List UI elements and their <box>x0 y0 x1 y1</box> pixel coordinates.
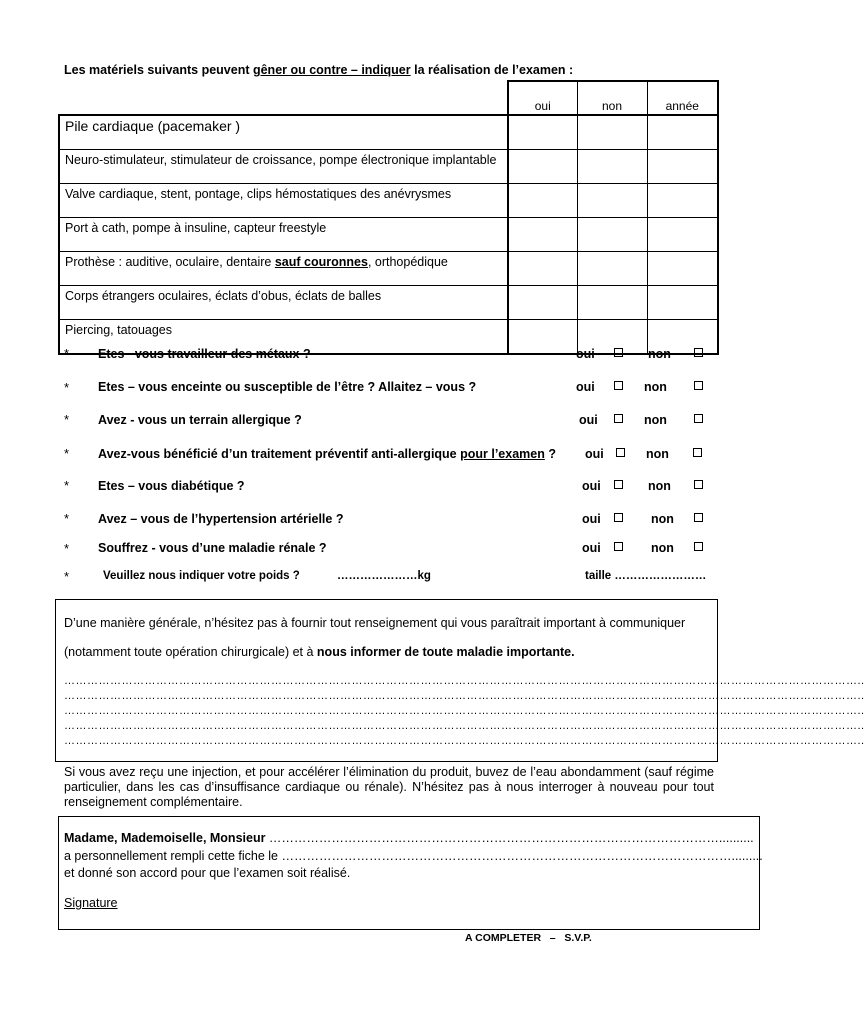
row-label-corps-etrangers: Corps étrangers oculaires, éclats d’obus, éclats de balles <box>59 286 508 320</box>
table-row <box>59 184 718 218</box>
checkbox-oui[interactable] <box>614 513 623 522</box>
cell-oui[interactable] <box>508 150 577 184</box>
row-label-port-a-cath: Port à cath, pompe à insuline, capteur freestyle <box>59 218 508 252</box>
row-label-valve: Valve cardiaque, stent, pontage, clips hémostatiques des anévrysmes <box>59 184 508 218</box>
cell-oui[interactable] <box>508 286 577 320</box>
checkbox-oui[interactable] <box>614 480 623 489</box>
question-anti-allergique-prefix: Avez-vous bénéficié d’un traitement préventif anti-allergique <box>98 447 461 461</box>
cell-oui[interactable] <box>508 252 577 286</box>
bullet-star: * <box>64 412 70 427</box>
filled-label: a personnellement rempli cette fiche le <box>64 849 282 863</box>
bullet-star: * <box>64 541 70 556</box>
bullet-star: * <box>64 569 70 584</box>
label-non: non <box>648 347 671 361</box>
cell-oui[interactable] <box>508 320 577 355</box>
general-info-text: D’une manière générale, n’hésitez pas à fournir tout renseignement qui vous paraîtrait important à communiquer <box>64 616 686 630</box>
cell-annee[interactable] <box>647 115 718 150</box>
general-info-line2-prefix: (notamment toute opération chirurgicale) et à <box>64 645 317 659</box>
cell-non[interactable] <box>577 286 647 320</box>
dotted-answer-line[interactable]: ……………………………………………………………………………………………………………………………………………………………………………………….. <box>64 735 865 747</box>
date-input[interactable]: ………………………………………………………………………………………………......... <box>281 849 763 863</box>
intro-underlined: gêner ou contre – indiquer <box>252 63 411 77</box>
cell-non[interactable] <box>577 252 647 286</box>
label-oui: oui <box>582 479 601 493</box>
cell-annee[interactable] <box>647 184 718 218</box>
general-info-line2-bold: nous informer de toute maladie importante. <box>316 645 575 659</box>
height-input[interactable]: taille …………………… <box>585 570 707 582</box>
cell-annee[interactable] <box>647 150 718 184</box>
bullet-star: * <box>64 380 70 395</box>
bullet-star: * <box>64 446 70 461</box>
label-oui: oui <box>585 447 604 461</box>
checkbox-non[interactable] <box>694 414 703 423</box>
question-enceinte: Etes – vous enceinte ou susceptible de l’être ? Allaitez – vous ? <box>98 380 477 394</box>
label-non: non <box>651 512 674 526</box>
header-annee: année <box>647 81 718 115</box>
checkbox-non[interactable] <box>694 480 703 489</box>
label-oui: oui <box>576 380 595 394</box>
checkbox-non[interactable] <box>694 348 703 357</box>
cell-annee[interactable] <box>647 252 718 286</box>
table-row <box>59 150 718 184</box>
table-row <box>59 218 718 252</box>
label-non: non <box>644 380 667 394</box>
signature-label: Signature <box>64 896 118 910</box>
bullet-star: * <box>64 511 70 526</box>
table-header-blank <box>59 81 508 115</box>
cell-non[interactable] <box>577 150 647 184</box>
prothese-underlined: sauf couronnes <box>274 255 368 269</box>
cell-non[interactable] <box>577 184 647 218</box>
label-oui: oui <box>582 541 601 555</box>
label-oui: oui <box>576 347 595 361</box>
question-anti-allergique-suffix: ? <box>544 447 556 461</box>
names-input[interactable]: ……………………………………………………………………………………………….......... <box>265 831 754 845</box>
intro-suffix: la réalisation de l’examen : <box>410 63 574 77</box>
prothese-prefix: Prothèse : auditive, oculaire, dentaire <box>65 255 275 269</box>
question-diabetique: Etes – vous diabétique ? <box>98 479 245 493</box>
checkbox-oui[interactable] <box>616 448 625 457</box>
label-oui: oui <box>579 413 598 427</box>
footer-complete-note: A COMPLETER – S.V.P. <box>465 932 592 944</box>
checkbox-non[interactable] <box>694 542 703 551</box>
cell-annee[interactable] <box>647 218 718 252</box>
cell-oui[interactable] <box>508 115 577 150</box>
question-metaux: Etes– vous travailleur des métaux ? <box>98 347 311 361</box>
cell-oui[interactable] <box>508 218 577 252</box>
prothese-suffix: , orthopédique <box>367 255 448 269</box>
label-oui: oui <box>582 512 601 526</box>
checkbox-oui[interactable] <box>614 414 623 423</box>
label-non: non <box>651 541 674 555</box>
question-allergique: Avez - vous un terrain allergique ? <box>98 413 302 427</box>
weight-question: Veuillez nous indiquer votre poids ? <box>103 570 300 582</box>
question-anti-allergique <box>98 447 556 461</box>
table-row <box>59 286 718 320</box>
table-header-row <box>59 81 718 115</box>
dotted-answer-line[interactable]: ……………………………………………………………………………………………………………………………………………………………………………………….. <box>64 675 865 687</box>
label-non: non <box>644 413 667 427</box>
header-non: non <box>577 81 647 115</box>
cell-non[interactable] <box>577 115 647 150</box>
row-label-piercing: Piercing, tatouages <box>59 320 508 355</box>
dotted-answer-line[interactable]: ……………………………………………………………………………………………………………………………………………………………………………………….. <box>64 690 865 702</box>
checkbox-oui[interactable] <box>614 348 623 357</box>
weight-input[interactable]: …………………kg <box>337 570 431 582</box>
checkbox-oui[interactable] <box>614 542 623 551</box>
label-non: non <box>646 447 669 461</box>
dotted-answer-line[interactable]: ……………………………………………………………………………………………………………………………………………………………………………………….. <box>64 720 865 732</box>
row-label-prothese <box>59 252 508 286</box>
bullet-star: * <box>64 346 70 361</box>
question-anti-allergique-underlined: pour l’examen <box>460 447 545 461</box>
equipment-table <box>58 80 719 355</box>
cell-annee[interactable] <box>647 286 718 320</box>
consent-text: et donné son accord pour que l’examen soit réalisé. <box>64 866 351 880</box>
checkbox-non[interactable] <box>694 513 703 522</box>
checkbox-oui[interactable] <box>614 381 623 390</box>
row-label-neurostimulateur: Neuro-stimulateur, stimulateur de croissance, pompe électronique implantable <box>59 150 508 184</box>
intro-heading <box>64 63 573 77</box>
question-maladie-renale: Souffrez - vous d’une maladie rénale ? <box>98 541 327 555</box>
label-non: non <box>648 479 671 493</box>
intro-prefix: Les matériels suivants peuvent <box>64 63 253 77</box>
names-line <box>64 831 754 845</box>
checkbox-non[interactable] <box>693 448 702 457</box>
general-info-line2 <box>64 645 575 659</box>
question-hypertension: Avez – vous de l’hypertension artérielle ? <box>98 512 344 526</box>
injection-note: Si vous avez reçu une injection, et pour accélérer l’élimination du produit, buvez de l’eau abondamment (sauf régime particulier, dans les cas d’insuffisance cardiaque ou rénale). N’hésitez pas à nous interroger à nouveau pour tout renseignement complémentaire. <box>64 765 714 809</box>
row-label-pacemaker: Pile cardiaque (pacemaker ) <box>59 115 508 150</box>
checkbox-non[interactable] <box>694 381 703 390</box>
table-row <box>59 115 718 150</box>
filled-line <box>64 849 763 863</box>
bullet-star: * <box>64 478 70 493</box>
table-row <box>59 252 718 286</box>
cell-non[interactable] <box>577 218 647 252</box>
header-oui: oui <box>508 81 577 115</box>
cell-oui[interactable] <box>508 184 577 218</box>
names-label: Madame, Mademoiselle, Monsieur <box>64 831 266 845</box>
dotted-answer-line[interactable]: ……………………………………………………………………………………………………………………………………………………………………………………….. <box>64 705 865 717</box>
